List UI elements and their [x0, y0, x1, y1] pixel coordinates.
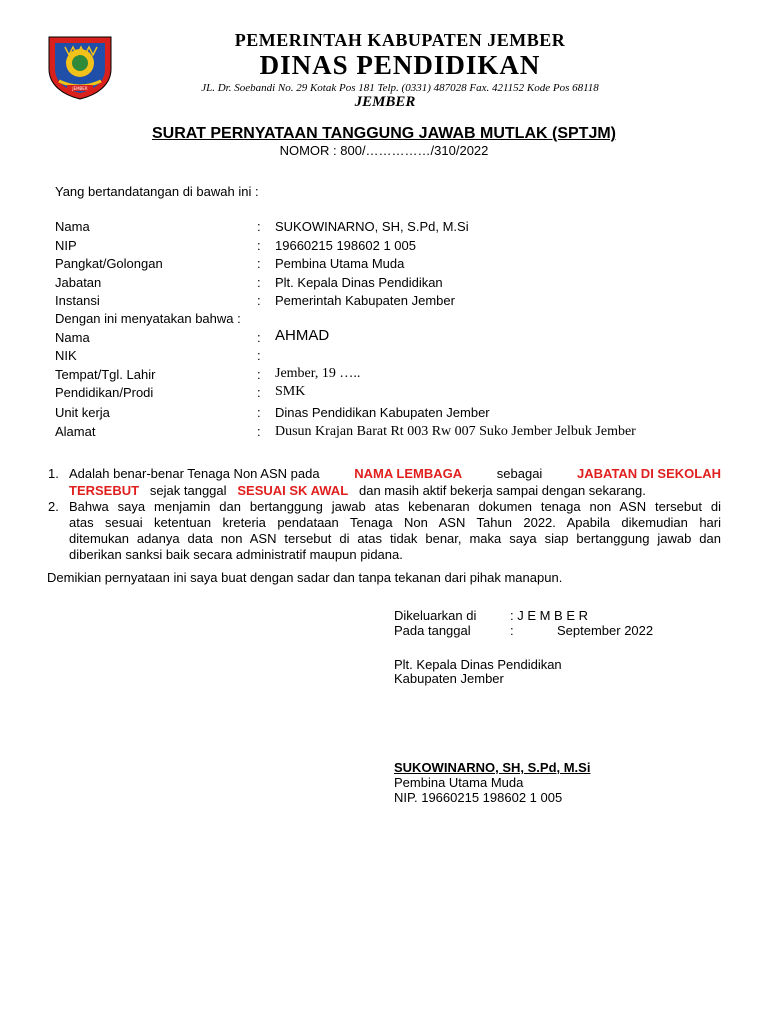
signer-name-label: Nama [55, 219, 90, 234]
issued-date-label: Pada tanggal [394, 623, 471, 638]
point-1-text-a: Adalah benar-benar Tenaga Non ASN pada [69, 466, 320, 481]
signer-position-label: Jabatan [55, 275, 102, 290]
document-number: NOMOR : 800/……………/310/2022 [279, 143, 489, 158]
colon: : [257, 330, 261, 345]
subject-name-label: Nama [55, 330, 90, 345]
signer-agency-label: Instansi [55, 293, 100, 308]
government-name: PEMERINTAH KABUPATEN JEMBER [234, 30, 566, 50]
point-1-sk: SESUAI SK AWAL [237, 483, 349, 498]
point-1-text-b: sebagai [496, 466, 543, 481]
colon: : [257, 367, 261, 382]
office-address: JL. Dr. Soebandi No. 29 Kotak Pos 181 Telp. (0331) 487028 Fax. 421152 Kode Pos 68118 [201, 82, 599, 94]
subject-name-value: AHMAD [275, 327, 330, 344]
colon: : [257, 238, 261, 253]
point-2-line-1: Bahwa saya menjamin dan bertanggung jawab atas kebenaran dokumen tenaga non ASN tersebut di [69, 499, 721, 514]
colon: : [257, 293, 261, 308]
signer-nip-value: 19660215 198602 1 005 [275, 238, 416, 253]
signature-rank: Pembina Utama Muda [394, 775, 524, 790]
colon: : [510, 623, 514, 638]
point-1-line-2 [69, 483, 646, 498]
point-1-line-1 [69, 466, 721, 481]
issued-place-label: Dikeluarkan di [394, 608, 477, 623]
subject-unit-label: Unit kerja [55, 405, 110, 420]
colon: : [257, 424, 261, 439]
subject-birth-label: Tempat/Tgl. Lahir [55, 367, 156, 382]
point-1-text-d: dan masih aktif bekerja sampai dengan sekarang. [358, 483, 646, 498]
point-1-institution: NAMA LEMBAGA [354, 466, 463, 481]
subject-address-label: Alamat [55, 424, 96, 439]
intro-text: Yang bertandatangan di bawah ini : [55, 184, 259, 199]
signature-position-1: Plt. Kepala Dinas Pendidikan [394, 657, 562, 672]
subject-address-value: Dusun Krajan Barat Rt 003 Rw 007 Suko Jember Jelbuk Jember [275, 424, 636, 439]
point-2-line-2: atas sesuai ketentuan kreteria pendataan Tenaga Non ASN Tahun 2022. Apabila dikemudian hari [69, 515, 721, 530]
subject-unit-value: Dinas Pendidikan Kabupaten Jember [275, 405, 490, 420]
signature-nip: NIP. 19660215 198602 1 005 [394, 790, 563, 805]
colon: : [257, 256, 261, 271]
colon: : [257, 219, 261, 234]
point-1-text-c: sejak tanggal [149, 483, 227, 498]
closing-statement: Demikian pernyataan ini saya buat dengan sadar dan tanpa tekanan dari pihak manapun. [47, 570, 563, 585]
signer-nip-label: NIP [55, 238, 77, 253]
colon: : [257, 385, 261, 400]
point-1-number: 1. [48, 466, 59, 481]
colon: : [257, 348, 261, 363]
document-title: SURAT PERNYATAAN TANGGUNG JAWAB MUTLAK (SPTJM) [152, 125, 616, 142]
signer-name-value: SUKOWINARNO, SH, S.Pd, M.Si [275, 219, 469, 234]
office-name: DINAS PENDIDIKAN [259, 50, 541, 80]
point-1-position-a: JABATAN DI SEKOLAH [577, 466, 721, 481]
logo-text: JEMBER [72, 86, 88, 91]
issued-place-value: : J E M B E R [510, 608, 589, 623]
signer-rank-label: Pangkat/Golongan [55, 256, 163, 271]
signer-rank-value: Pembina Utama Muda [275, 256, 405, 271]
colon: : [257, 405, 261, 420]
declare-intro: Dengan ini menyatakan bahwa : [55, 311, 241, 326]
signature-position-2: Kabupaten Jember [394, 671, 504, 686]
subject-education-label: Pendidikan/Prodi [55, 385, 154, 400]
signer-position-value: Plt. Kepala Dinas Pendidikan [275, 275, 443, 290]
subject-nik-label: NIK [55, 348, 77, 363]
point-2-line-3: ditemukan adanya data non ASN tersebut di atas tidak benar, maka saya siap bertanggung jawab dan [69, 531, 721, 546]
issued-date-value: September 2022 [557, 623, 654, 638]
point-2-number: 2. [48, 499, 59, 514]
office-city: JEMBER [354, 94, 416, 110]
point-2-line-4: diberikan sanksi baik secara administratif maupun pidana. [69, 547, 403, 562]
subject-birth-value: Jember, 19 ….. [275, 366, 361, 381]
colon: : [257, 275, 261, 290]
signer-agency-value: Pemerintah Kabupaten Jember [275, 293, 455, 308]
point-1-position-b: TERSEBUT [69, 483, 140, 498]
signature-name: SUKOWINARNO, SH, S.Pd, M.Si [394, 760, 591, 775]
subject-education-value: SMK [275, 384, 306, 399]
